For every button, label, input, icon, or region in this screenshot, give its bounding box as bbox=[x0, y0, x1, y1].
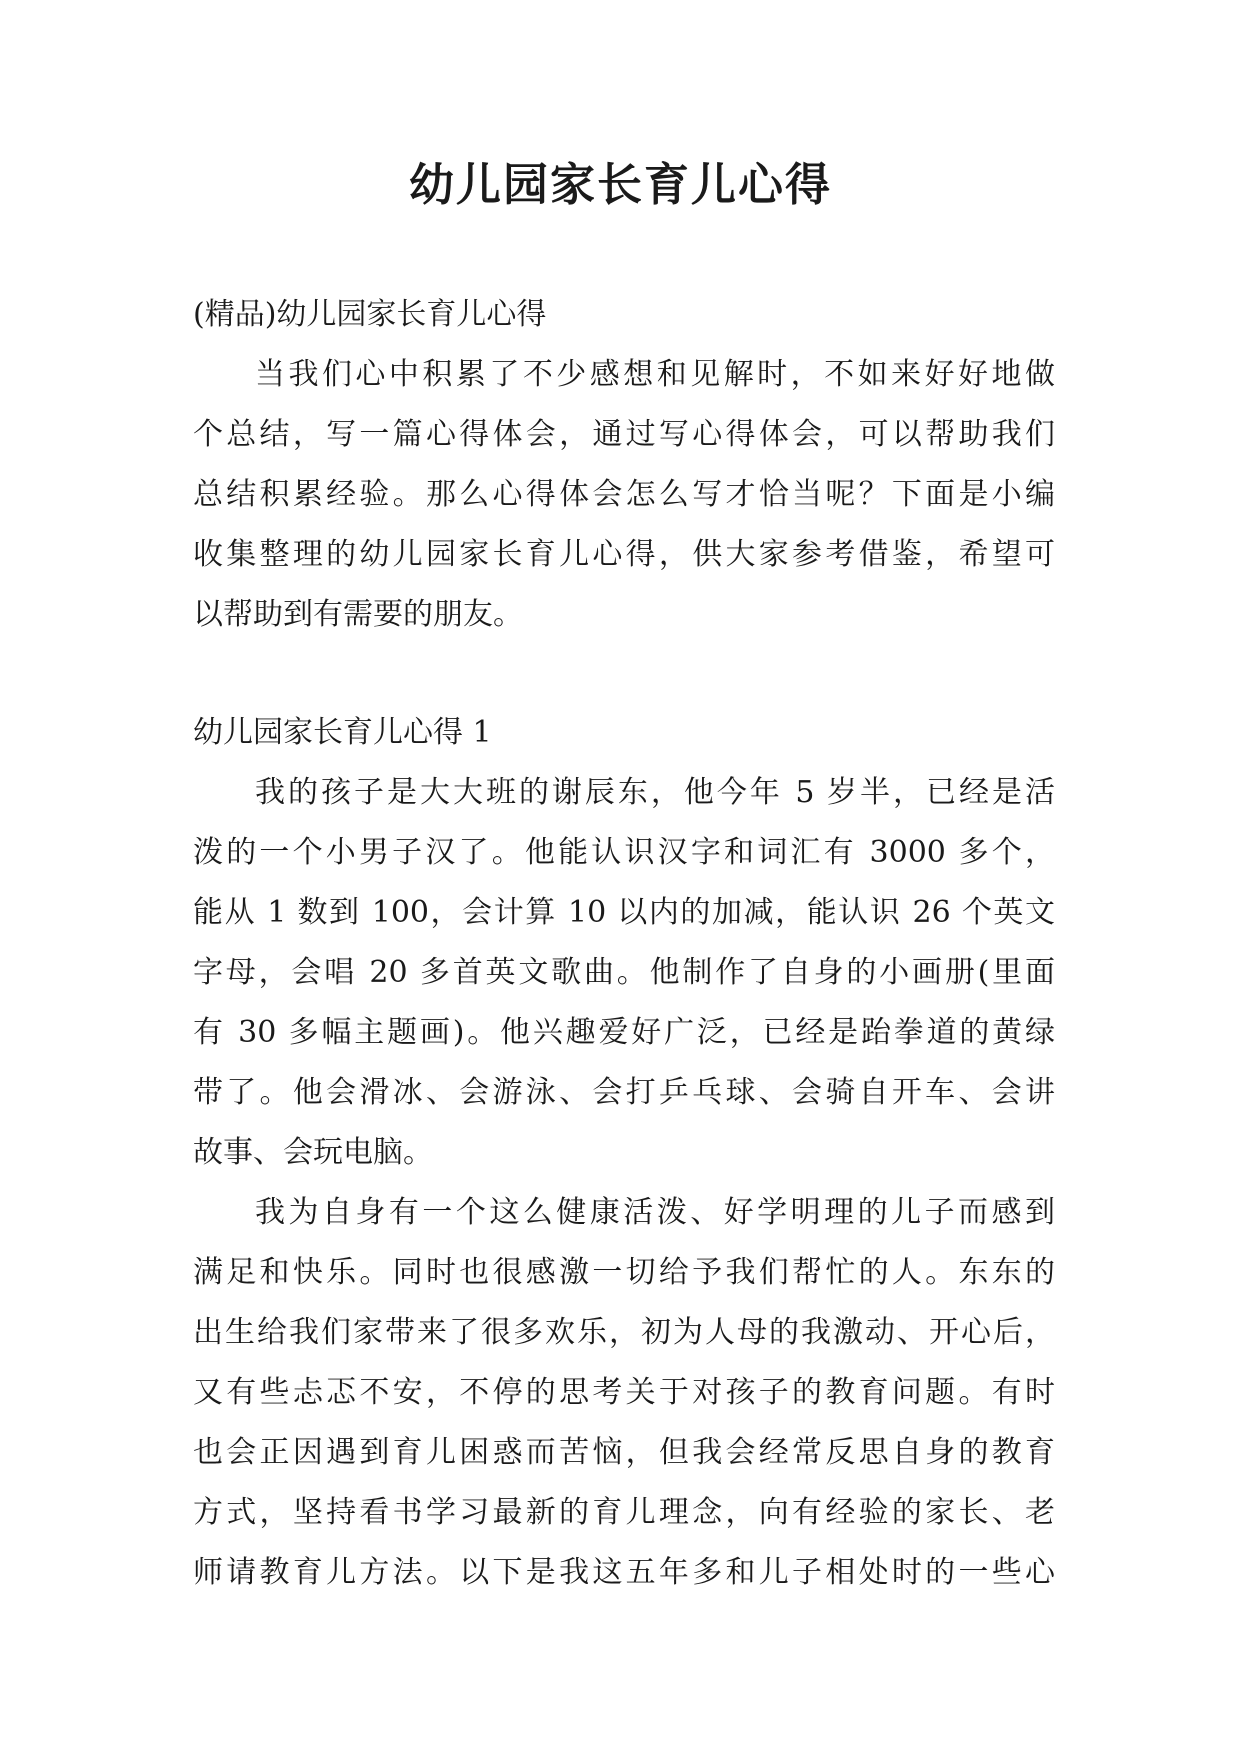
paragraph-line: 又有些忐忑不安，不停的思考关于对孩子的教育问题。有时 bbox=[193, 1375, 1055, 1410]
document-subtitle: (精品)幼儿园家长育儿心得 bbox=[193, 297, 547, 332]
paragraph-line: 收集整理的幼儿园家长育儿心得，供大家参考借鉴，希望可 bbox=[193, 537, 1055, 572]
paragraph-line: 出生给我们家带来了很多欢乐，初为人母的我激动、开心后， bbox=[193, 1315, 1055, 1350]
paragraph-line: 方式，坚持看书学习最新的育儿理念，向有经验的家长、老 bbox=[193, 1495, 1055, 1530]
document-body bbox=[193, 285, 1055, 1603]
paragraph-2 bbox=[193, 1183, 1055, 1603]
paragraph-line: 故事、会玩电脑。 bbox=[193, 1135, 433, 1170]
section-heading: 幼儿园家长育儿心得 1 bbox=[193, 715, 492, 750]
paragraph-line: 带了。他会滑冰、会游泳、会打乒乓球、会骑自开车、会讲 bbox=[193, 1075, 1055, 1110]
intro-paragraph bbox=[193, 345, 1055, 645]
section-spacer bbox=[193, 645, 1055, 703]
paragraph-line: 师请教育儿方法。以下是我这五年多和儿子相处时的一些心 bbox=[193, 1555, 1055, 1590]
paragraph-line: 泼的一个小男子汉了。他能认识汉字和词汇有 3000 多个， bbox=[193, 835, 1055, 870]
paragraph-line: 以帮助到有需要的朋友。 bbox=[193, 597, 523, 632]
paragraph-line: 能从 1 数到 100，会计算 10 以内的加减，能认识 26 个英文 bbox=[193, 895, 1055, 930]
document-title: 幼儿园家长育儿心得 bbox=[408, 158, 832, 211]
paragraph-line: 总结积累经验。那么心得体会怎么写才恰当呢？下面是小编 bbox=[193, 477, 1055, 512]
paragraph-1 bbox=[193, 763, 1055, 1183]
paragraph-line: 有 30 多幅主题画)。他兴趣爱好广泛，已经是跆拳道的黄绿 bbox=[193, 1015, 1055, 1050]
paragraph-line: 我的孩子是大大班的谢辰东，他今年 5 岁半，已经是活 bbox=[255, 775, 1055, 810]
paragraph-line: 也会正因遇到育儿困惑而苦恼，但我会经常反思自身的教育 bbox=[193, 1435, 1055, 1470]
paragraph-line: 当我们心中积累了不少感想和见解时，不如来好好地做 bbox=[255, 357, 1055, 392]
paragraph-line: 我为自身有一个这么健康活泼、好学明理的儿子而感到 bbox=[255, 1195, 1055, 1230]
paragraph-line: 满足和快乐。同时也很感激一切给予我们帮忙的人。东东的 bbox=[193, 1255, 1055, 1290]
paragraph-line: 字母，会唱 20 多首英文歌曲。他制作了自身的小画册(里面 bbox=[193, 955, 1055, 990]
paragraph-line: 个总结，写一篇心得体会，通过写心得体会，可以帮助我们 bbox=[193, 417, 1055, 452]
